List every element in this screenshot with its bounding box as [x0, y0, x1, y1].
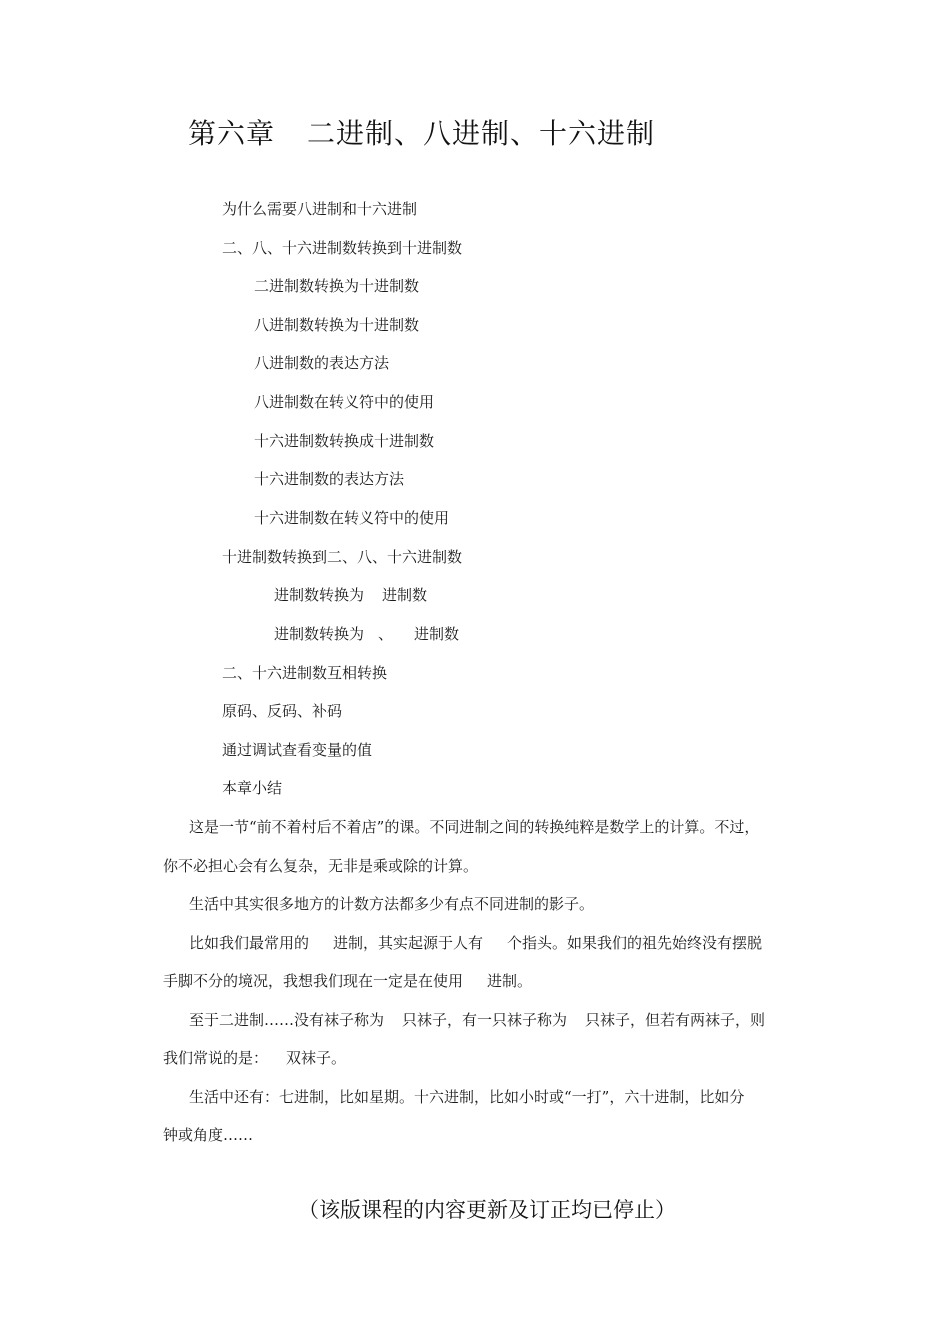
toc-item [274, 623, 459, 644]
chapter-name: 二进制、八进制、十六进制 [307, 117, 656, 150]
chapter-title [188, 112, 655, 152]
toc-item: 二、十六进制数互相转换 [222, 664, 388, 682]
toc-item [274, 584, 427, 605]
paragraph-line: 这是一节“前不着村后不着店”的课。不同进制之间的转换纯粹是数学上的计算。不过， [189, 818, 760, 836]
paragraph-line [163, 1047, 346, 1068]
toc-item: 十六进制数转换成十进制数 [254, 432, 435, 450]
paragraph-line: 生活中其实很多地方的计数方法都多少有点不同进制的影子。 [189, 895, 595, 913]
text-run: 只袜子，有一只袜子称为 [402, 1011, 568, 1029]
toc-item: 二、八、十六进制数转换到十进制数 [222, 239, 463, 257]
text-run: 手脚不分的境况，我想我们现在一定是在使用 [163, 972, 464, 990]
toc-item: 十六进制数在转义符中的使用 [254, 509, 450, 527]
toc-item: 二进制数转换为十进制数 [254, 277, 420, 295]
paragraph-line: 钟或角度…… [163, 1126, 254, 1144]
toc-item: 原码、反码、补码 [222, 702, 343, 720]
toc-item: 通过调试查看变量的值 [222, 741, 373, 759]
toc-item-part: 、 [378, 625, 394, 643]
paragraph-line [189, 1009, 765, 1030]
toc-item-part: 进制数转换为 [274, 586, 365, 604]
toc-item-part: 进制数转换为 [274, 625, 365, 643]
paragraph-line: 生活中还有：七进制，比如星期。十六进制，比如小时或“一打”，六十进制，比如分 [189, 1088, 745, 1106]
chapter-number: 第六章 [188, 117, 276, 150]
toc-item: 十进制数转换到二、八、十六进制数 [222, 548, 463, 566]
toc-item: 为什么需要八进制和十六进制 [222, 200, 418, 218]
paragraph-line [189, 932, 762, 953]
text-run: 双袜子。 [286, 1049, 347, 1067]
text-run: 至于二进制……没有袜子称为 [189, 1011, 385, 1029]
text-run: 比如我们最常用的 [189, 934, 310, 952]
text-run: 只袜子，但若有两袜子，则 [585, 1011, 766, 1029]
footer-note: （该版课程的内容更新及订正均已停止） [298, 1198, 676, 1222]
text-run: 我们常说的是： [163, 1049, 269, 1067]
toc-item: 八进制数在转义符中的使用 [254, 393, 435, 411]
toc-item-part: 进制数 [414, 625, 460, 643]
text-run: 进制，其实起源于人有 [333, 934, 484, 952]
toc-item: 八进制数的表达方法 [254, 354, 390, 372]
paragraph-line: 你不必担心会有么复杂，无非是乘或除的计算。 [163, 857, 479, 875]
toc-item: 本章小结 [222, 779, 283, 797]
text-run: 个指头。如果我们的祖先始终没有摆脱 [507, 934, 763, 952]
paragraph-line [163, 970, 532, 991]
text-run: 进制。 [487, 972, 533, 990]
toc-item-part: 进制数 [382, 586, 428, 604]
toc-item: 八进制数转换为十进制数 [254, 316, 420, 334]
toc-item: 十六进制数的表达方法 [254, 470, 405, 488]
